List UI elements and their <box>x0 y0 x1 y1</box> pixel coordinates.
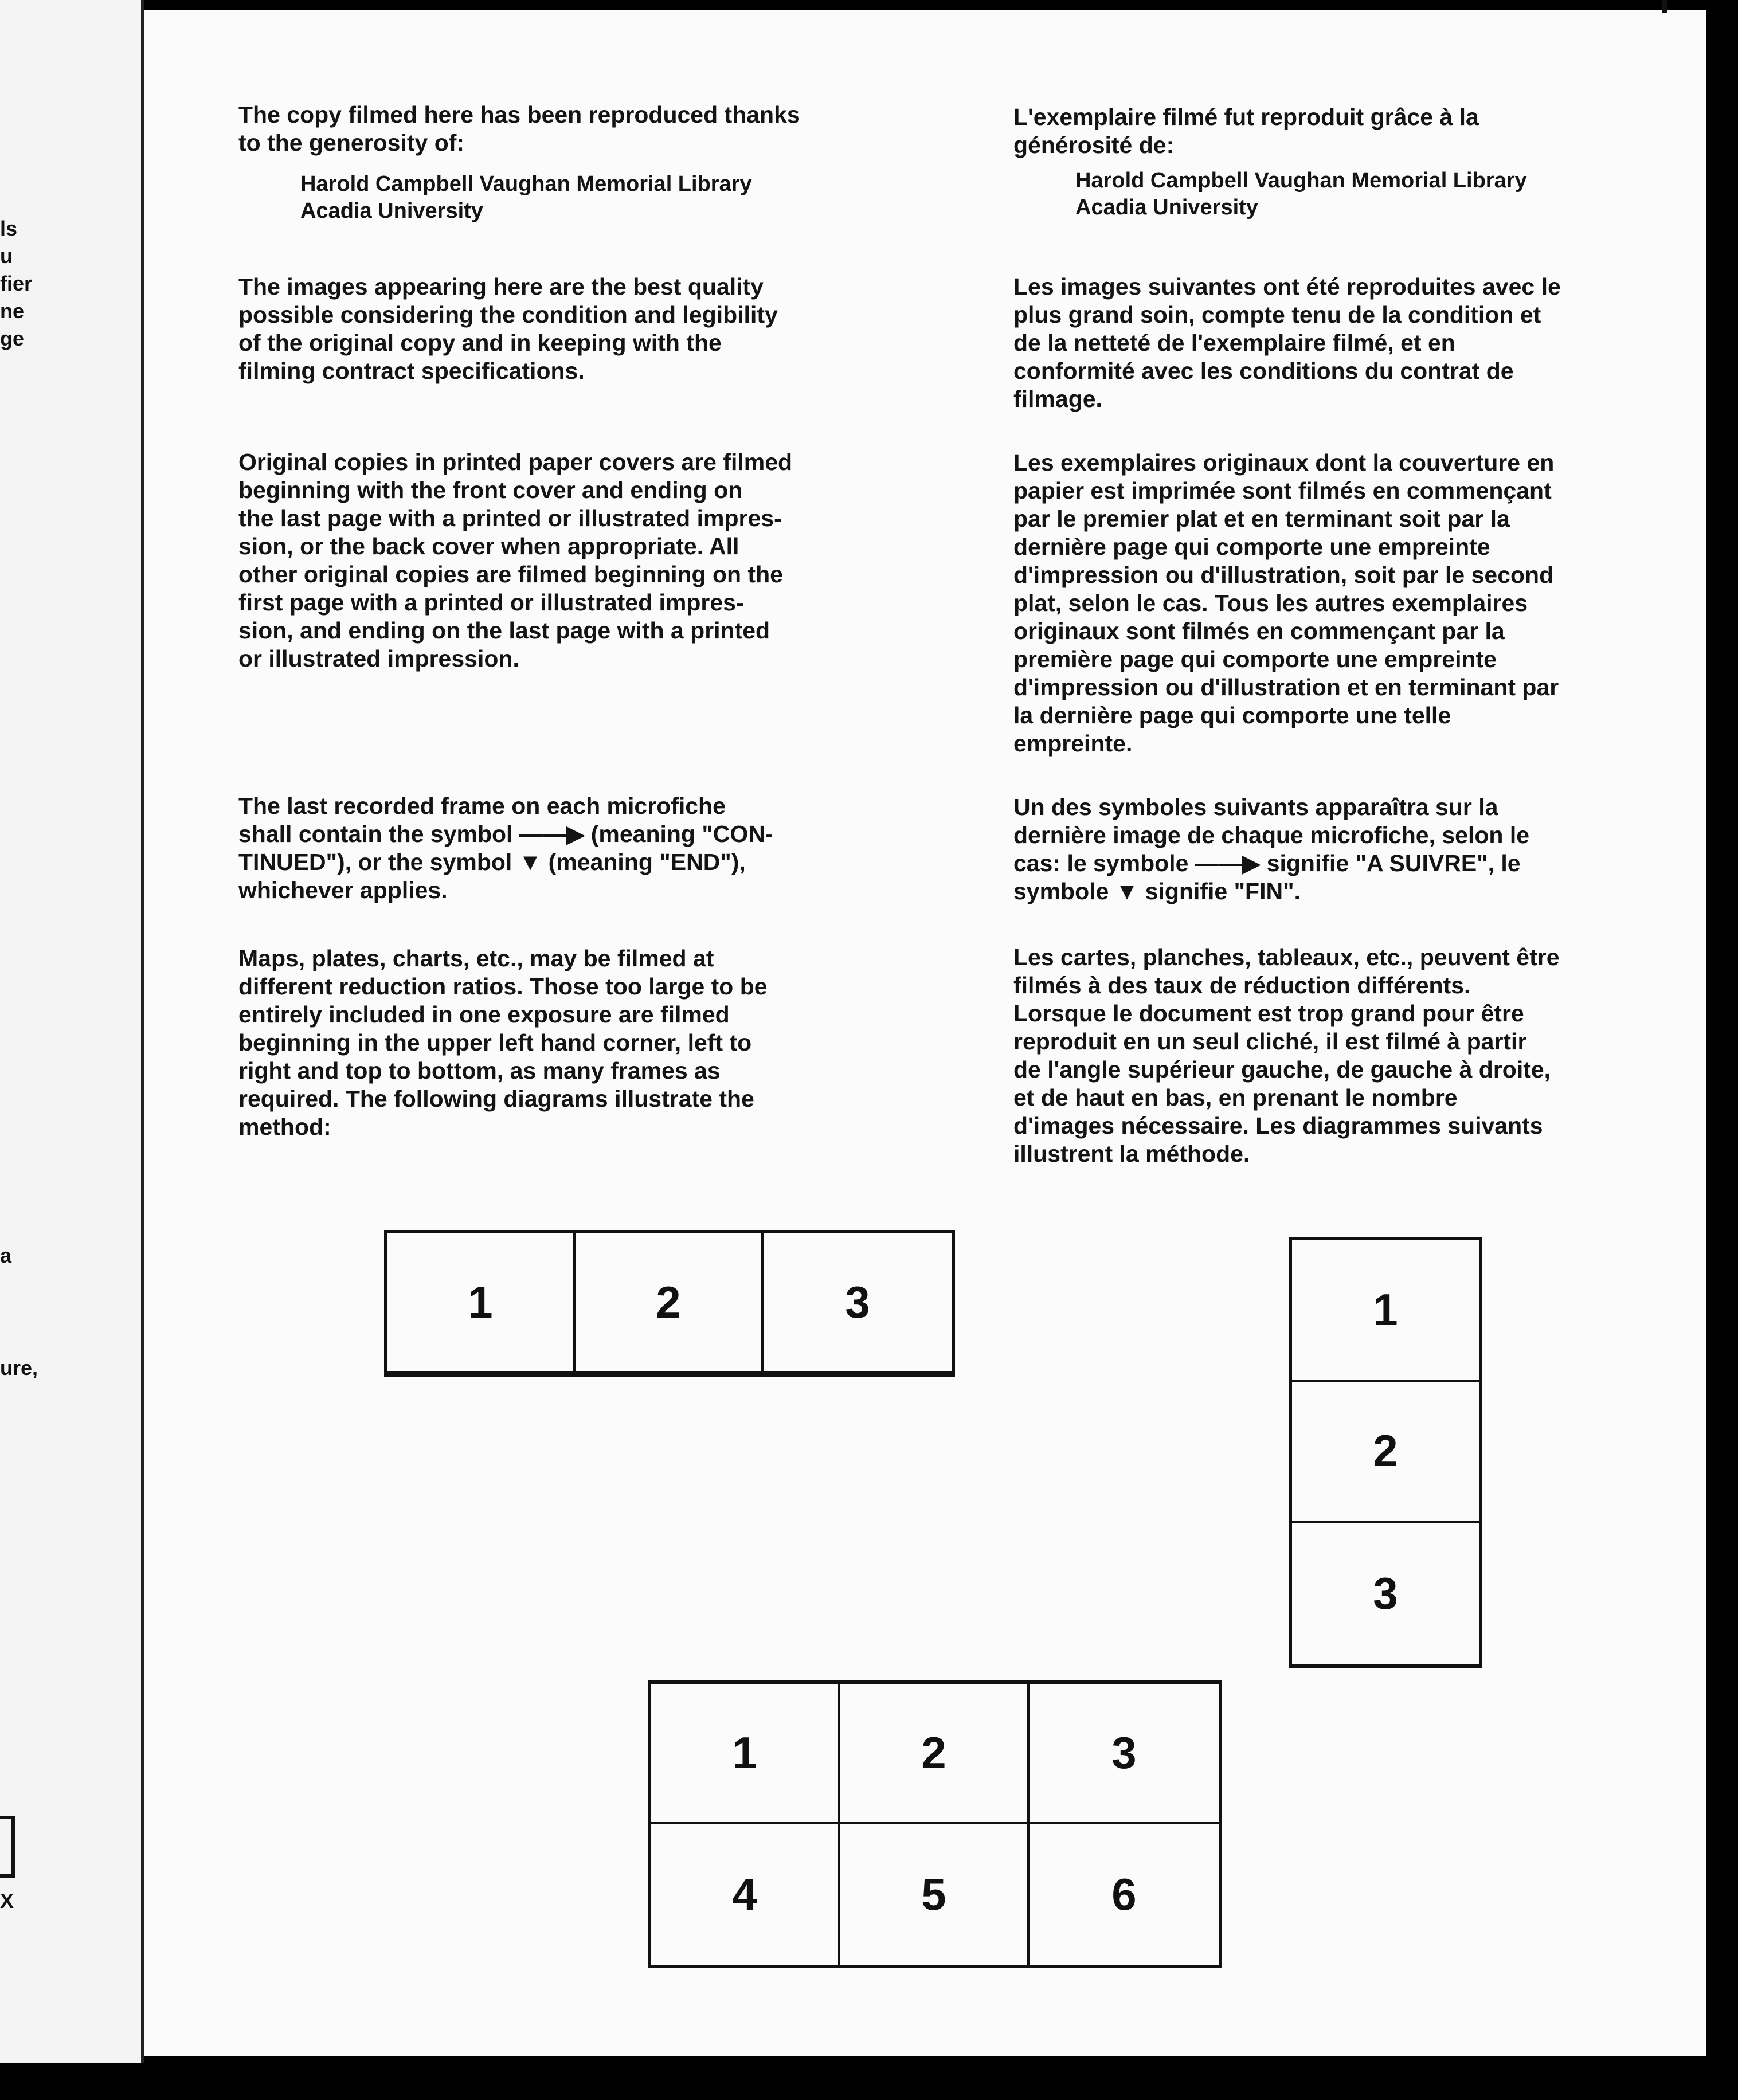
diagram-cell: 3 <box>1030 1684 1219 1824</box>
prev-diagram-fragment <box>0 1816 15 1878</box>
originals-text-fr: Les exemplaires originaux dont la couverture en papier est imprimée sont filmés en commençant par le premier plat et en terminant soit par la dernière page qui comporte une empreinte d'impression ou d'illustration, soit par le second plat, selon le cas. Tous les autres exemplaires originaux sont filmés en commençant par la première page qui comporte une empreinte d'impression ou d'illustration et en terminant par la dernière page qui comporte une telle empreinte. <box>1013 449 1559 757</box>
originals-text: Original copies in printed paper covers are filmed beginning with the front cover and ending on the last page with a printed or illustrated impres- sion, or the back cover when appropriate. All other original copies are filmed beginning on the first page with a printed or illustrated impres- sion, and ending on the last page with a printed or illustrated impression. <box>238 449 793 672</box>
microfiche-target-page <box>144 10 1720 2056</box>
intro-text: The copy filmed here has been reproduced thanks to the generosity of: <box>238 101 800 156</box>
diagram-horizontal <box>384 1230 955 1377</box>
french-column <box>1013 103 1678 1168</box>
diagram-grid <box>648 1680 1222 1968</box>
prev-fragment: fier <box>0 272 33 295</box>
symbols-text-fr: Un des symboles suivants apparaîtra sur la dernière image de chaque microfiche, selon le cas: le symbole ——▶ signifie "A SUIVRE", le symbole ▼ signifie "FIN". <box>1013 794 1530 904</box>
diagram-vertical <box>1289 1237 1482 1668</box>
prev-fragment: a <box>0 1244 12 1267</box>
library-name: Harold Campbell Vaughan Memorial Library Acadia University <box>300 172 752 223</box>
page-right-edge <box>1706 10 1720 2074</box>
intro-text-fr: L'exemplaire filmé fut reproduit grâce à la générosité de: <box>1013 104 1479 158</box>
diagram-cell: 2 <box>1292 1382 1479 1523</box>
prev-fragment: ls <box>0 217 18 240</box>
previous-page-strip <box>0 0 141 2063</box>
prev-fragment: ge <box>0 327 25 350</box>
diagram-cell: 6 <box>1111 1869 1137 1919</box>
diagram-cell: 3 <box>1373 1568 1398 1619</box>
english-column <box>238 101 886 1141</box>
registration-mark <box>1662 0 1667 13</box>
maps-text-fr: Les cartes, planches, tableaux, etc., peuvent être filmés à des taux de réduction différents. Lorsque le document est trop grand pour être reproduit en un seul cliché, il est filmé à partir de l'angle supérieur gauche, de gauche à droite, et de haut en bas, en prenant le nombre d'images nécessaire. Les diagrammes suivants illustrent la méthode. <box>1013 944 1560 1167</box>
prev-fragment: u <box>0 244 13 268</box>
diagram-cell: 1 <box>387 1233 576 1373</box>
diagram-cell: 5 <box>840 1824 1030 1965</box>
diagram-cell: 3 <box>764 1233 952 1373</box>
library-name-fr: Harold Campbell Vaughan Memorial Library Acadia University <box>1075 169 1527 220</box>
diagram-cell: 1 <box>1292 1240 1479 1382</box>
quality-text: The images appearing here are the best quality possible considering the condition and legibility of the original copy and in keeping with the filming contract specifications. <box>238 273 778 384</box>
diagram-cell: 2 <box>840 1684 1030 1824</box>
diagram-cell: 2 <box>576 1233 764 1373</box>
quality-text-fr: Les images suivantes ont été reproduites avec le plus grand soin, compte tenu de la condition et de la netteté de l'exemplaire filmé, et en conformité avec les conditions du contrat de filmage. <box>1013 273 1561 412</box>
diagram-cell: 4 <box>651 1824 840 1965</box>
symbols-text: The last recorded frame on each microfiche shall contain the symbol ——▶ (meaning "CON- TINUED"), or the symbol ▼ (meaning "END"), whichever applies. <box>238 793 773 903</box>
diagram-cell: 1 <box>651 1684 840 1824</box>
prev-fragment: ure, <box>0 1356 38 1380</box>
prev-fragment: ne <box>0 299 25 323</box>
maps-text: Maps, plates, charts, etc., may be filmed at different reduction ratios. Those too large to be entirely included in one exposure are filmed beginning in the upper left hand corner, left to right and top to bottom, as many frames as required. The following diagrams illustrate the method: <box>238 945 768 1140</box>
prev-fragment: X <box>0 1889 14 1913</box>
